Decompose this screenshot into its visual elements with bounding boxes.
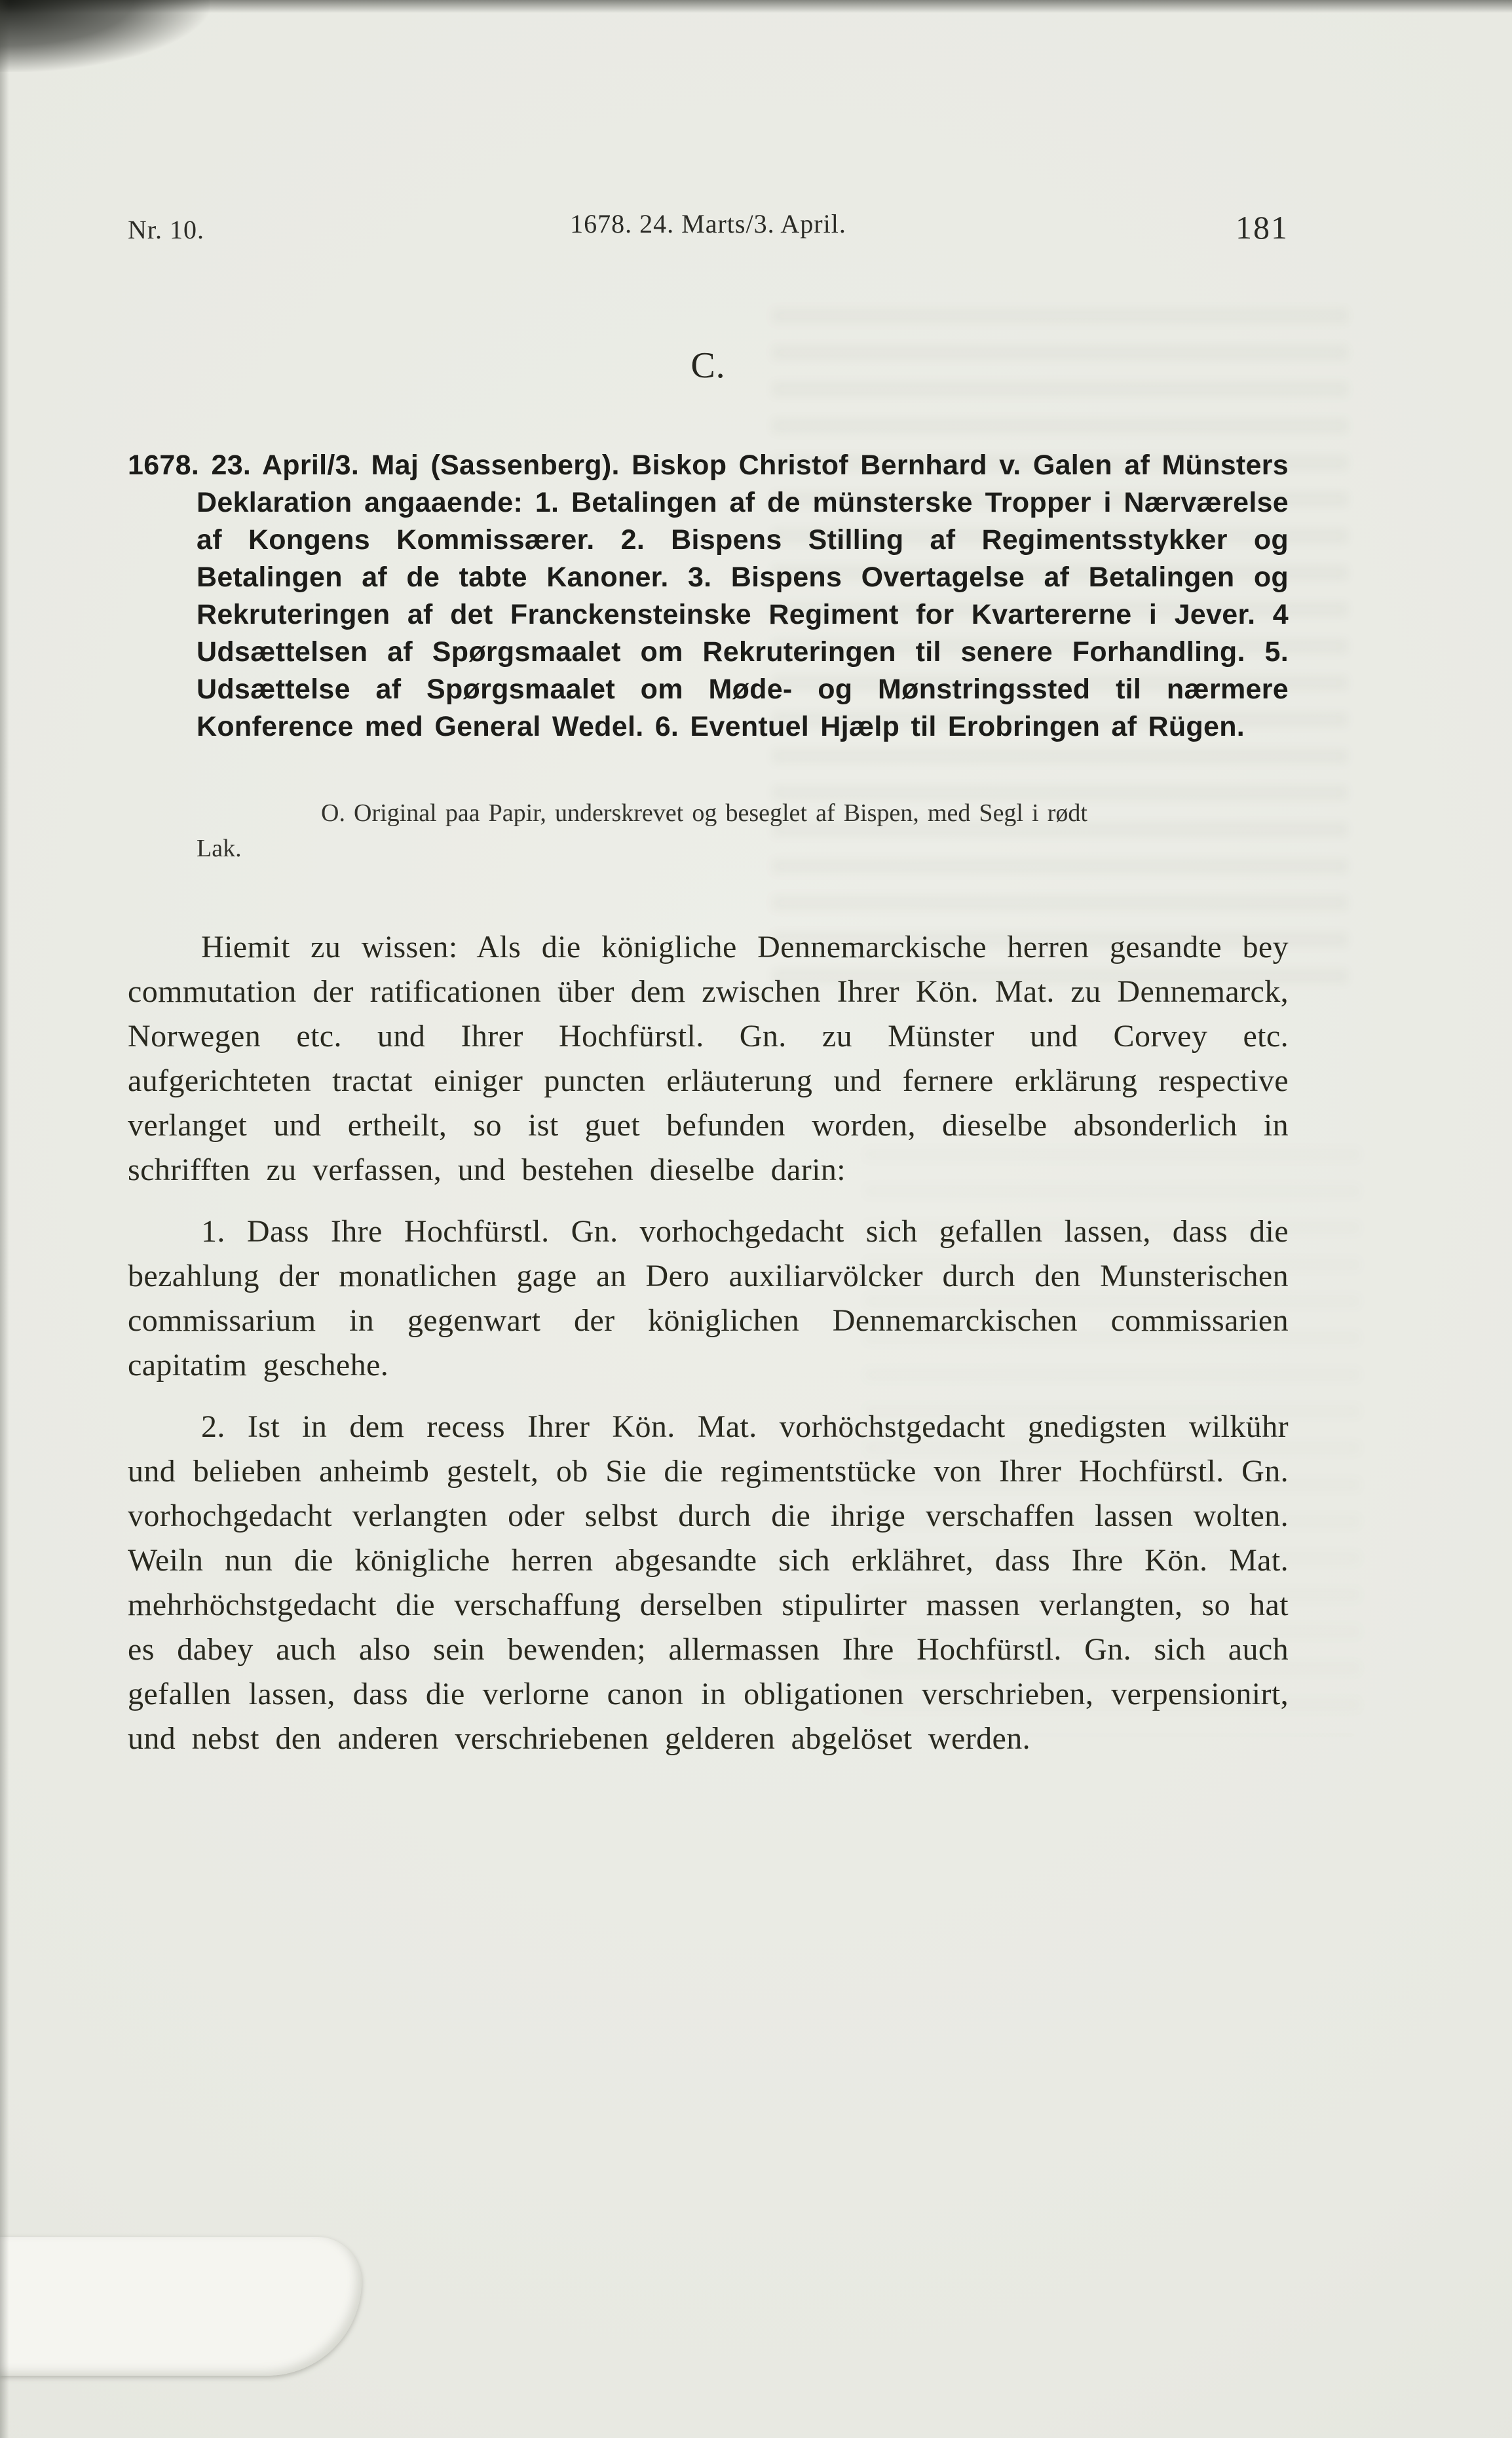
page-curl-artifact	[0, 2237, 362, 2376]
scan-edge-artifact	[0, 0, 1512, 13]
page-content	[128, 208, 1289, 1761]
body-paragraph: Hiemit zu wissen: Als die königliche Dennemarckische herren gesandte bey commutation der ratificationen über dem zwischen Ihrer Kön. Mat. zu Dennemarck, Norwegen etc. und Ihrer Hochfürstl. Gn. zu Münster und Corvey etc. aufgerichteten tractat einiger puncten erläuterung und fernere erklärung respective verlanget und ertheilt, so ist guet befunden worden, dieselbe absonderlich in schrifften zu verfassen, und bestehen dieselbe darin:	[128, 930, 1289, 1187]
scan-corner-artifact	[0, 0, 210, 72]
body-paragraph: 1. Dass Ihre Hochfürstl. Gn. vorhochgedacht sich gefallen lassen, dass die bezahlung der monatlichen gage an Dero auxiliarvölcker durch den Munsterischen commissarium in gegenwart der königlichen Dennemarckischen commissarien capitatim geschehe.	[128, 1214, 1289, 1382]
running-date-title: 1678. 24. Marts/3. April.	[570, 209, 846, 238]
running-header	[128, 208, 1289, 246]
body-paragraph: 2. Ist in dem recess Ihrer Kön. Mat. vorhöchstgedacht gnedigsten wilkühr und belieben anheimb gestelt, ob Sie die regimentstücke von Ihrer Hochfürstl. Gn. vorhochgedacht verlangten oder selbst durch die ihrige verschaffen lassen wolten. Weiln nun die königliche herren abgesandte sich erklähret, dass Ihre Kön. Mat. mehrhöchstgedacht die verschaffung derselben stipulirter massen verlangten, so hat es dabey auch also sein bewenden; allermassen Ihre Hochfürstl. Gn. sich auch gefallen lassen, dass die verlorne canon in obligationen verschrieben, verpensionirt, und nebst den anderen verschriebenen gelderen abgelöset werden.	[128, 1409, 1289, 1756]
document-number: Nr. 10.	[128, 215, 204, 244]
scan-edge-artifact	[0, 0, 9, 2438]
section-heading: C.	[690, 345, 726, 386]
page-number: 181	[1236, 209, 1289, 246]
source-note: O. Original paa Papir, underskrevet og beseglet af Bispen, med Segl i rødt Lak.	[197, 799, 1087, 862]
document-body	[128, 925, 1289, 1761]
document-summary: 1678. 23. April/3. Maj (Sassenberg). Biskop Christof Bernhard v. Galen af Münsters Deklaration angaaende: 1. Betalingen af de münsterske Tropper i Nærværelse af Kongens Kommissærer. 2. Bispens Stilling af Regimentsstykker og Betalingen af de tabte Kanoner. 3. Bispens Overtagelse af Betalingen og Rekruteringen af det Franckensteinske Regiment for Kvartererne i Jever. 4 Udsættelsen af Spørgsmaalet om Rekruteringen til senere Forhandling. 5. Udsættelse af Spørgsmaalet om Møde- og Mønstringssted til nærmere Konference med General Wedel. 6. Eventuel Hjælp til Erobringen af Rügen.	[128, 449, 1289, 742]
